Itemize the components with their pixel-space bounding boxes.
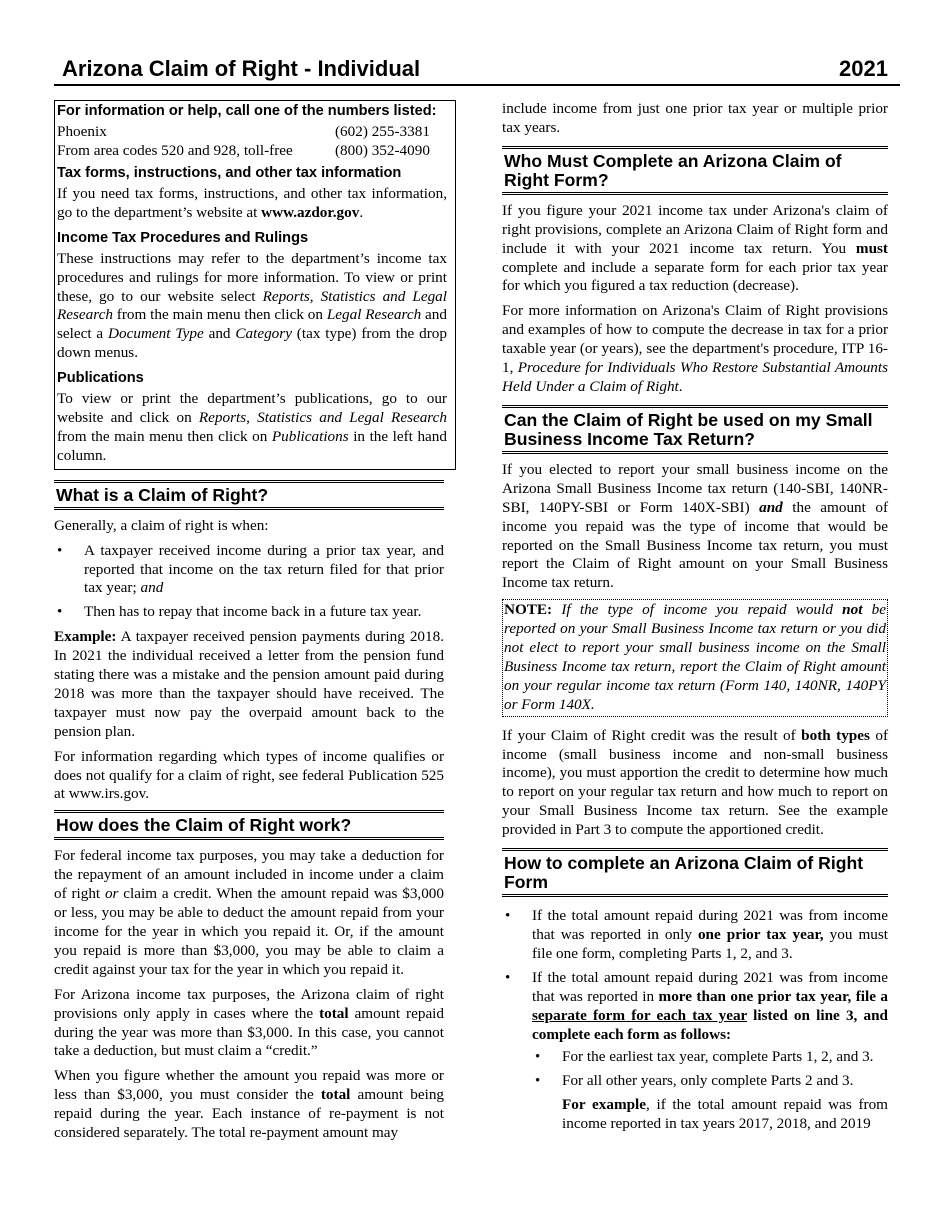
phone-label: From area codes 520 and 928, toll-free xyxy=(57,141,293,159)
what-is-heading: What is a Claim of Right? xyxy=(54,480,444,510)
info-paragraph: For information regarding which types of income qualifies or does not qualify for a claim of right, see federal Publication 525 at www.irs.gov. xyxy=(54,747,444,803)
publications-heading: Publications xyxy=(57,370,144,387)
phone-label: Phoenix xyxy=(57,122,107,140)
tax-forms-heading: Tax forms, instructions, and other tax information xyxy=(57,165,402,182)
example-paragraph: Example: A taxpayer received pension payments during 2018. In 2021 the individual received a letter from the pension fund stating there was a mistake and the pension amount paid during 2018 was more than the taxpayer should have received. The taxpayer must now pay the overpaid amount back to the pension plan. xyxy=(54,628,444,740)
left-column xyxy=(54,100,448,1149)
help-box-heading: For information or help, call one of the numbers listed: xyxy=(57,103,437,119)
website-link[interactable]: www.azdor.gov xyxy=(261,203,360,221)
what-is-intro: Generally, a claim of right is when: xyxy=(54,516,269,534)
list-item: • If the total amount repaid during 2021 was from income that was reported in more than one prior tax year, file a separate form for each tax year listed on line 3, and complete each form as follows: • For the earliest tax year, complete Parts 1, 2, and 3. • For all other years, only complete Parts 2 and 3. For example, if the total amount repaid was from income reported in tax years 2017, 2018, and 2019 xyxy=(502,969,888,1134)
sub-list xyxy=(532,1048,888,1091)
page-header xyxy=(54,56,900,86)
example-paragraph: For example, if the total amount repaid was from income reported in tax years 2017, 2018, and 2019 xyxy=(562,1096,888,1133)
right-column xyxy=(502,100,888,1140)
note-box: NOTE: If the type of income you repaid would not be reported on your Small Business Income tax return or you did not elect to report your small business income on the Small Business Income tax return, report the Claim of Right amount on your regular income tax return (Form 140, 140NR, 140PY or Form 140X. xyxy=(502,599,888,716)
list-item: • For the earliest tax year, complete Parts 1, 2, and 3. xyxy=(532,1048,888,1067)
document-title: Arizona Claim of Right - Individual xyxy=(62,56,421,81)
tax-forms-text: If you need tax forms, instructions, and other tax information, go to the department’s website at www.azdor.gov. xyxy=(57,185,447,221)
how-works-p3-continued: include income from just one prior tax year or multiple prior tax years. xyxy=(502,100,888,136)
how-works-p3: When you figure whether the amount you repaid was more or less than $3,000, you must consider the total amount being repaid during the year. Each instance of re-payment is not considered separately. The total re-payment amount may xyxy=(54,1067,445,1142)
how-works-p1: For federal income tax purposes, you may take a deduction for the repayment of an amount included in income under a claim of right or claim a credit. When the amount repaid was $3,000 or less, you may be able to deduct the amount repaid from your income for the year in which you repaid it. Or, if the amount you repaid is more than $3,000, you may be able to claim a credit against your tax for the year in which you repaid it. xyxy=(54,847,444,978)
how-works-p2: For Arizona income tax purposes, the Arizona claim of right provisions only apply in cases where the total amount repaid during the year was more than $3,000. In this case, you cannot take a deduction, but must claim a “credit.” xyxy=(54,985,444,1060)
who-must-heading: Who Must Complete an Arizona Claim of Right Form? xyxy=(502,146,888,195)
procedures-heading: Income Tax Procedures and Rulings xyxy=(57,229,309,246)
small-business-p1: If you elected to report your small business income on the Arizona Small Business Income tax return (140-SBI, 140NR-SBI, 140PY-SBI or Form 140X-SBI) and the amount of income you repaid was the type of income that would be reported on the Small Business Income tax return, you must report the Claim of Right amount on your Small Business Income tax return. xyxy=(502,460,889,592)
what-is-list xyxy=(54,542,444,623)
phone-number[interactable]: (800) 352-4090 xyxy=(335,141,430,159)
procedures-text: These instructions may refer to the department’s income tax procedures and rulings for more information. To view or print these, go to our website select Reports, Statistics and Legal Research from the main menu then click on Legal Research and select a Document Type and Category (tax type) from the drop down menus. xyxy=(57,249,448,362)
phone-row-tollfree xyxy=(57,142,447,161)
phone-number[interactable]: (602) 255-3381 xyxy=(335,122,430,140)
how-complete-heading: How to complete an Arizona Claim of Right Form xyxy=(502,848,888,897)
list-item: • A taxpayer received income during a prior tax year, and reported that income on the tax return filed for that prior tax year; and xyxy=(54,542,444,599)
how-complete-list xyxy=(502,907,888,1134)
phone-row-phoenix xyxy=(57,123,447,142)
help-box xyxy=(54,100,456,470)
list-item: • If the total amount repaid during 2021 was from income that was reported in only one prior tax year, you must file one form, completing Parts 1, 2, and 3. xyxy=(502,907,888,964)
small-business-p2: If your Claim of Right credit was the result of both types of income (small business income and non-small business income), you must apportion the credit to determine how much to report on your regular tax return and how much to report on your Small Business Income tax return. See the example provided in Part 3 to compute the apportioned credit. xyxy=(502,726,889,839)
list-item: • Then has to repay that income back in a future tax year. xyxy=(54,603,444,622)
publications-text: To view or print the department’s publications, go to our website and click on Reports, Statistics and Legal Research from the main menu then click on Publications in the left hand column. xyxy=(57,390,447,464)
who-must-p2: For more information on Arizona's Claim of Right provisions and examples of how to compute the decrease in tax for a prior taxable year (or years), see the department's procedure, ITP 16-1, Procedure for Individuals Who Restore Substantial Amounts Held Under a Claim of Right. xyxy=(502,302,889,395)
who-must-p1: If you figure your 2021 income tax under Arizona's claim of right provisions, complete an Arizona Claim of Right form and include it with your 2021 income tax return. You must complete and include a separate form for each prior tax year for which you figured a tax reduction (decrease). xyxy=(502,201,888,295)
tax-year: 2021 xyxy=(839,56,888,81)
how-works-heading: How does the Claim of Right work? xyxy=(54,810,444,840)
small-business-heading: Can the Claim of Right be used on my Small Business Income Tax Return? xyxy=(502,405,888,454)
list-item: • For all other years, only complete Parts 2 and 3. xyxy=(532,1072,888,1091)
